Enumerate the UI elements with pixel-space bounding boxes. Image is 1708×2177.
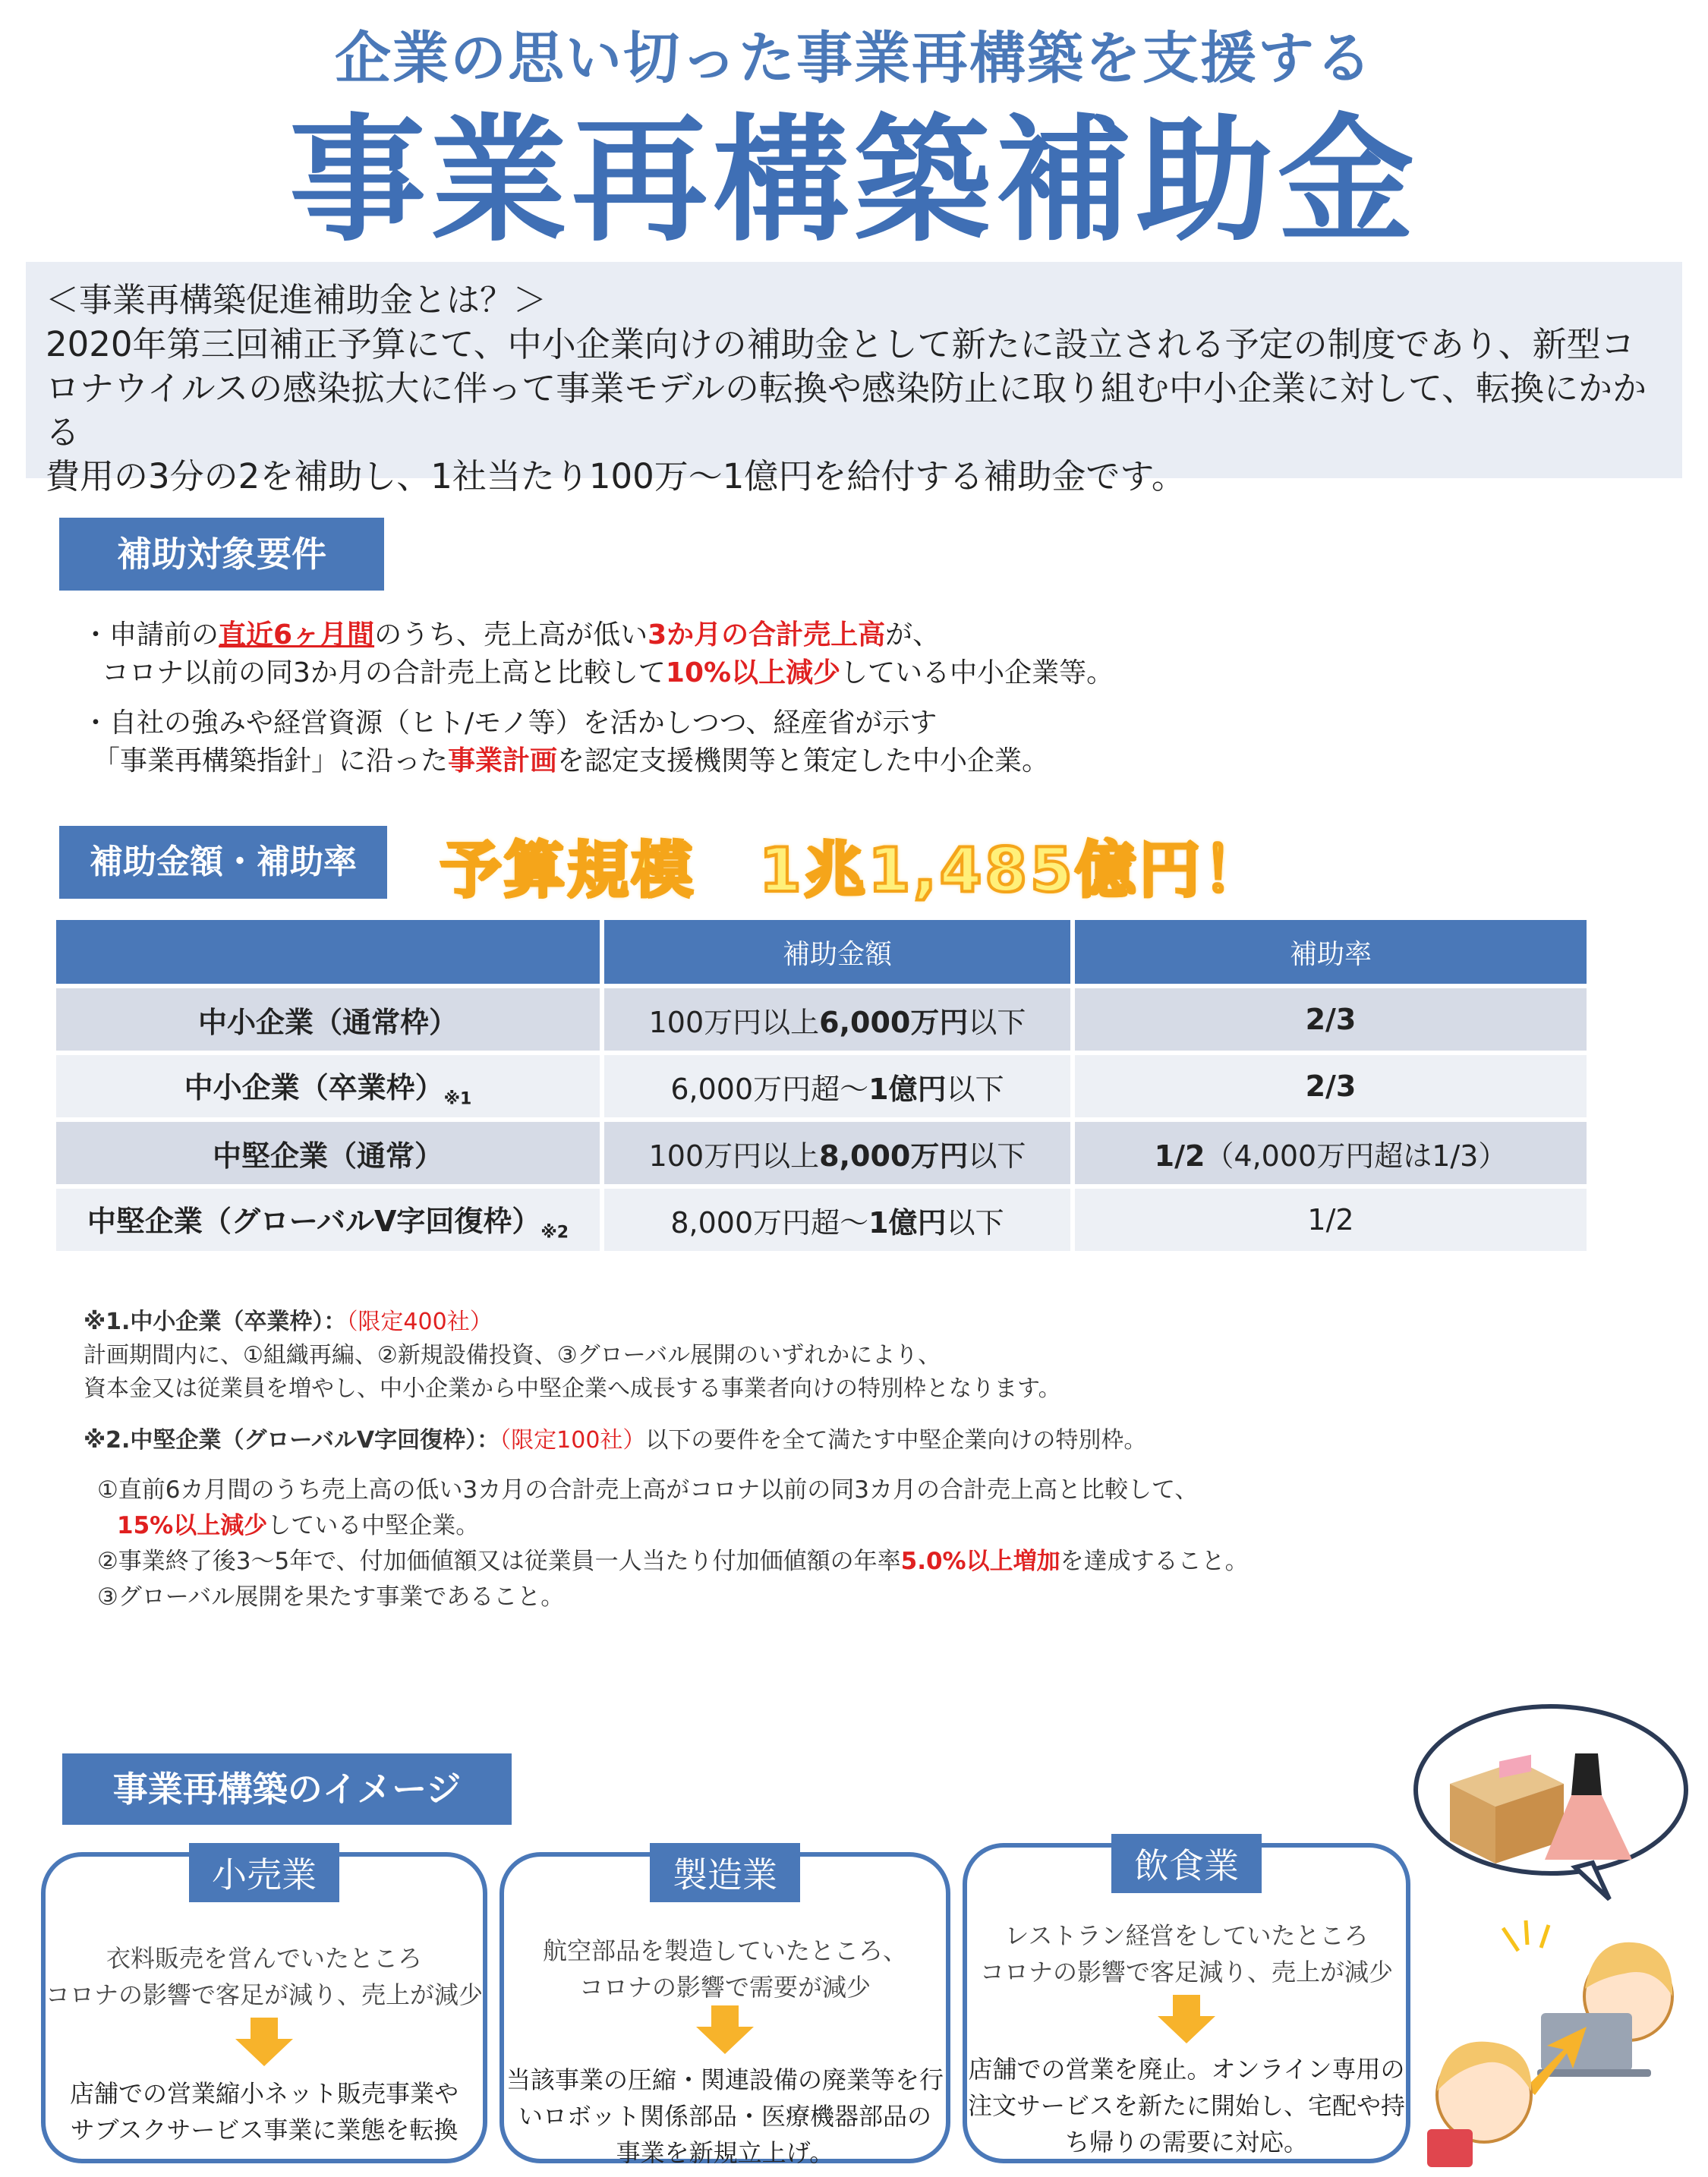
- note-text: 資本金又は従業員を増やし、中小企業から中堅企業へ成長する事業者向けの特別枠となります。: [84, 1375, 1061, 1402]
- down-arrow-icon: [696, 2005, 754, 2054]
- note-text: を達成すること。: [1060, 1548, 1249, 1575]
- rate-note: （4,000万円超は1/3）: [1205, 1139, 1508, 1173]
- intro-body: [46, 323, 1662, 499]
- card-text: サブスクサービス事業に業態を転換: [70, 2116, 459, 2144]
- req-text: ・申請前の: [82, 619, 219, 651]
- note-text: 以下の要件を全て満たす中堅企業向けの特別枠。: [645, 1427, 1147, 1454]
- note-item: ①直前6カ月間のうち売上高の低い3カ月の合計売上高がコロナ以前の同3カ月の合計売上高と比較して、: [97, 1476, 1199, 1504]
- amount-bold: 1億円: [868, 1205, 947, 1240]
- footnote-mark: ※1: [443, 1089, 472, 1109]
- category-text: 中堅企業（グローバルV字回復枠）: [87, 1204, 541, 1238]
- amount-text: 8,000万円超～: [670, 1205, 869, 1240]
- card-text: 事業を新規立上げ。: [616, 2138, 834, 2167]
- subsidy-table: [56, 915, 1587, 1255]
- amount-text: 以下: [968, 1005, 1026, 1039]
- card-title: 製造業: [650, 1843, 800, 1902]
- table-cell-category: [56, 1189, 604, 1251]
- table-row: [56, 1189, 1587, 1251]
- note-limit: （限定400社）: [346, 1309, 493, 1335]
- page-subtitle: 企業の思い切った事業再構築を支援する: [335, 26, 1373, 91]
- note-title: ※2.中堅企業（グローバルV字回復枠）：: [84, 1427, 500, 1454]
- amount-bold: 1億円: [868, 1072, 947, 1106]
- amount-text: 以下: [946, 1072, 1004, 1106]
- card-text: コロナの影響で需要が減少: [578, 1973, 871, 2002]
- online-shopping-illustration: [1412, 1700, 1693, 2171]
- intro-heading: ＜事業再構築促進補助金とは？＞: [46, 281, 547, 320]
- table-header: 補助金額: [604, 920, 1075, 984]
- down-arrow-icon: [235, 2018, 293, 2066]
- note-1: [84, 1306, 1061, 1406]
- card-text: 店舗での営業を廃止。オンライン専用の: [968, 2055, 1405, 2084]
- card-before: [46, 1940, 483, 2013]
- req-text: コロナ以前の同3か月の合計売上高と比較して: [102, 657, 666, 688]
- rate-text: 2/3: [1305, 1070, 1357, 1103]
- table-cell-rate: [1075, 1122, 1587, 1184]
- card-after: [967, 2051, 1406, 2160]
- card-title: 飲食業: [1111, 1834, 1262, 1893]
- req-highlight: 10%以上減少: [665, 657, 841, 688]
- note-item: ③グローバル展開を果たす事業であること。: [97, 1583, 565, 1611]
- note-limit: （限定100社）: [499, 1427, 646, 1454]
- requirements-label: 補助対象要件: [59, 518, 384, 591]
- req-text: している中小企業等。: [840, 657, 1114, 688]
- card-text: ち帰りの需要に対応。: [1064, 2128, 1308, 2157]
- rate-text: 1/2: [1154, 1139, 1205, 1173]
- req-text: ・自社の強みや経営資源（ヒト/モノ等）を活かしつつ、経産省が示す: [82, 707, 938, 739]
- amount-text: 100万円以上: [648, 1005, 820, 1039]
- amount-text: 以下: [968, 1139, 1026, 1173]
- req-highlight: 3か月の合計売上高: [648, 619, 886, 651]
- category-text: 中堅企業（通常）: [212, 1139, 443, 1173]
- card-after: [504, 2062, 946, 2171]
- req-text: 「事業再構築指針」に沿った: [93, 745, 449, 777]
- footnote-mark: ※2: [540, 1223, 569, 1243]
- card-text: 店舗での営業縮小ネット販売事業や: [69, 2079, 459, 2108]
- requirement-item-1: [82, 616, 1114, 692]
- req-text: を認定支援機関等と策定した中小企業。: [557, 745, 1050, 777]
- table-header: 補助率: [1075, 920, 1587, 984]
- down-arrow-icon: [1158, 1995, 1215, 2043]
- table-cell-amount: [604, 1055, 1075, 1117]
- req-text: のうち、売上高が低い: [374, 619, 648, 651]
- card-text: 当該事業の圧縮・関連設備の廃業等を行: [506, 2065, 944, 2094]
- amount-label: 補助金額・補助率: [59, 826, 387, 899]
- card-before: [967, 1917, 1406, 1990]
- note-item: ②事業終了後3～5年で、付加価値額又は従業員一人当たり付加価値額の年率: [97, 1548, 901, 1575]
- card-before: [504, 1933, 946, 2005]
- table-cell-rate: [1075, 1055, 1587, 1117]
- table-cell-rate: [1075, 1189, 1587, 1251]
- note-2: [84, 1424, 1146, 1457]
- table-cell-rate: [1075, 988, 1587, 1051]
- card-text: 注文サービスを新たに開始し、宅配や持: [967, 2091, 1405, 2120]
- card-text: いロボット関係部品・医療機器部品の: [518, 2102, 931, 2131]
- page-title: 事業再構築補助金: [288, 102, 1419, 260]
- note-highlight: 5.0%以上増加: [900, 1548, 1060, 1575]
- amount-bold: 8,000万円: [819, 1139, 969, 1173]
- card-title: 小売業: [189, 1843, 339, 1902]
- table-header-row: [56, 920, 1587, 984]
- table-cell-category: [56, 1055, 604, 1117]
- note-text: している中堅企業。: [267, 1512, 480, 1539]
- note-highlight: 15%以上減少: [117, 1512, 268, 1539]
- requirement-item-2: [82, 704, 1049, 780]
- case-card-restaurant: [963, 1843, 1410, 2163]
- amount-text: 100万円以上: [648, 1139, 820, 1173]
- note-title: ※1.中小企業（卒業枠）：: [84, 1309, 347, 1335]
- person-shopping-icon: [1427, 2042, 1531, 2167]
- table-cell-amount: [604, 988, 1075, 1051]
- card-text: コロナの影響で客足が減り、売上が減少: [46, 1980, 484, 2009]
- rate-text: 2/3: [1305, 1003, 1357, 1036]
- amount-text: 6,000万円超～: [670, 1072, 869, 1106]
- case-card-retail: [41, 1852, 487, 2163]
- category-text: 中小企業（卒業枠）: [184, 1070, 444, 1104]
- card-text: 衣料販売を営んでいたところ: [106, 1944, 422, 1973]
- budget-banner: 予算規模 1兆1,485億円！: [440, 835, 1267, 906]
- req-highlight: 直近6ヶ月間: [219, 619, 375, 651]
- case-card-manufacturing: [499, 1852, 950, 2167]
- req-highlight: 事業計画: [448, 745, 558, 777]
- card-after: [46, 2075, 483, 2148]
- table-cell-category: [56, 988, 604, 1051]
- intro-line: 費用の3分の2を補助し、1社当たり100万～1億円を給付する補助金です。: [46, 456, 1186, 496]
- amount-bold: 6,000万円: [819, 1005, 969, 1039]
- table-row: [56, 1055, 1587, 1117]
- table-cell-amount: [604, 1189, 1075, 1251]
- req-text: が、: [885, 619, 941, 651]
- intro-box: [26, 262, 1682, 496]
- card-text: レストラン経営をしていたところ: [1004, 1921, 1369, 1950]
- note-text: 計画期間内に、①組織再編、②新規設備投資、③グローバル展開のいずれかにより、: [84, 1342, 941, 1369]
- table-row: [56, 988, 1587, 1051]
- table-cell-category: [56, 1122, 604, 1184]
- table-header: [56, 920, 604, 984]
- rate-text: 1/2: [1307, 1203, 1354, 1237]
- person-laptop-icon: [1503, 1920, 1672, 2077]
- intro-line: 2020年第三回補正予算にて、中小企業向けの補助金として新たに設立される予定の制度であり、新型コ: [46, 324, 1635, 364]
- image-section-label: 事業再構築のイメージ: [62, 1753, 512, 1825]
- card-text: 航空部品を製造していたところ、: [542, 1936, 907, 1965]
- intro-line: ロナウイルスの感染拡大に伴って事業モデルの転換や感染防止に取り組む中小企業に対して、転換にかかる: [46, 368, 1647, 452]
- category-text: 中小企業（通常枠）: [197, 1005, 458, 1039]
- amount-text: 以下: [946, 1205, 1004, 1240]
- table-cell-amount: [604, 1122, 1075, 1184]
- note-2-items: [97, 1473, 1249, 1615]
- card-text: コロナの影響で客足減り、売上が減少: [979, 1958, 1393, 1986]
- table-row: [56, 1122, 1587, 1184]
